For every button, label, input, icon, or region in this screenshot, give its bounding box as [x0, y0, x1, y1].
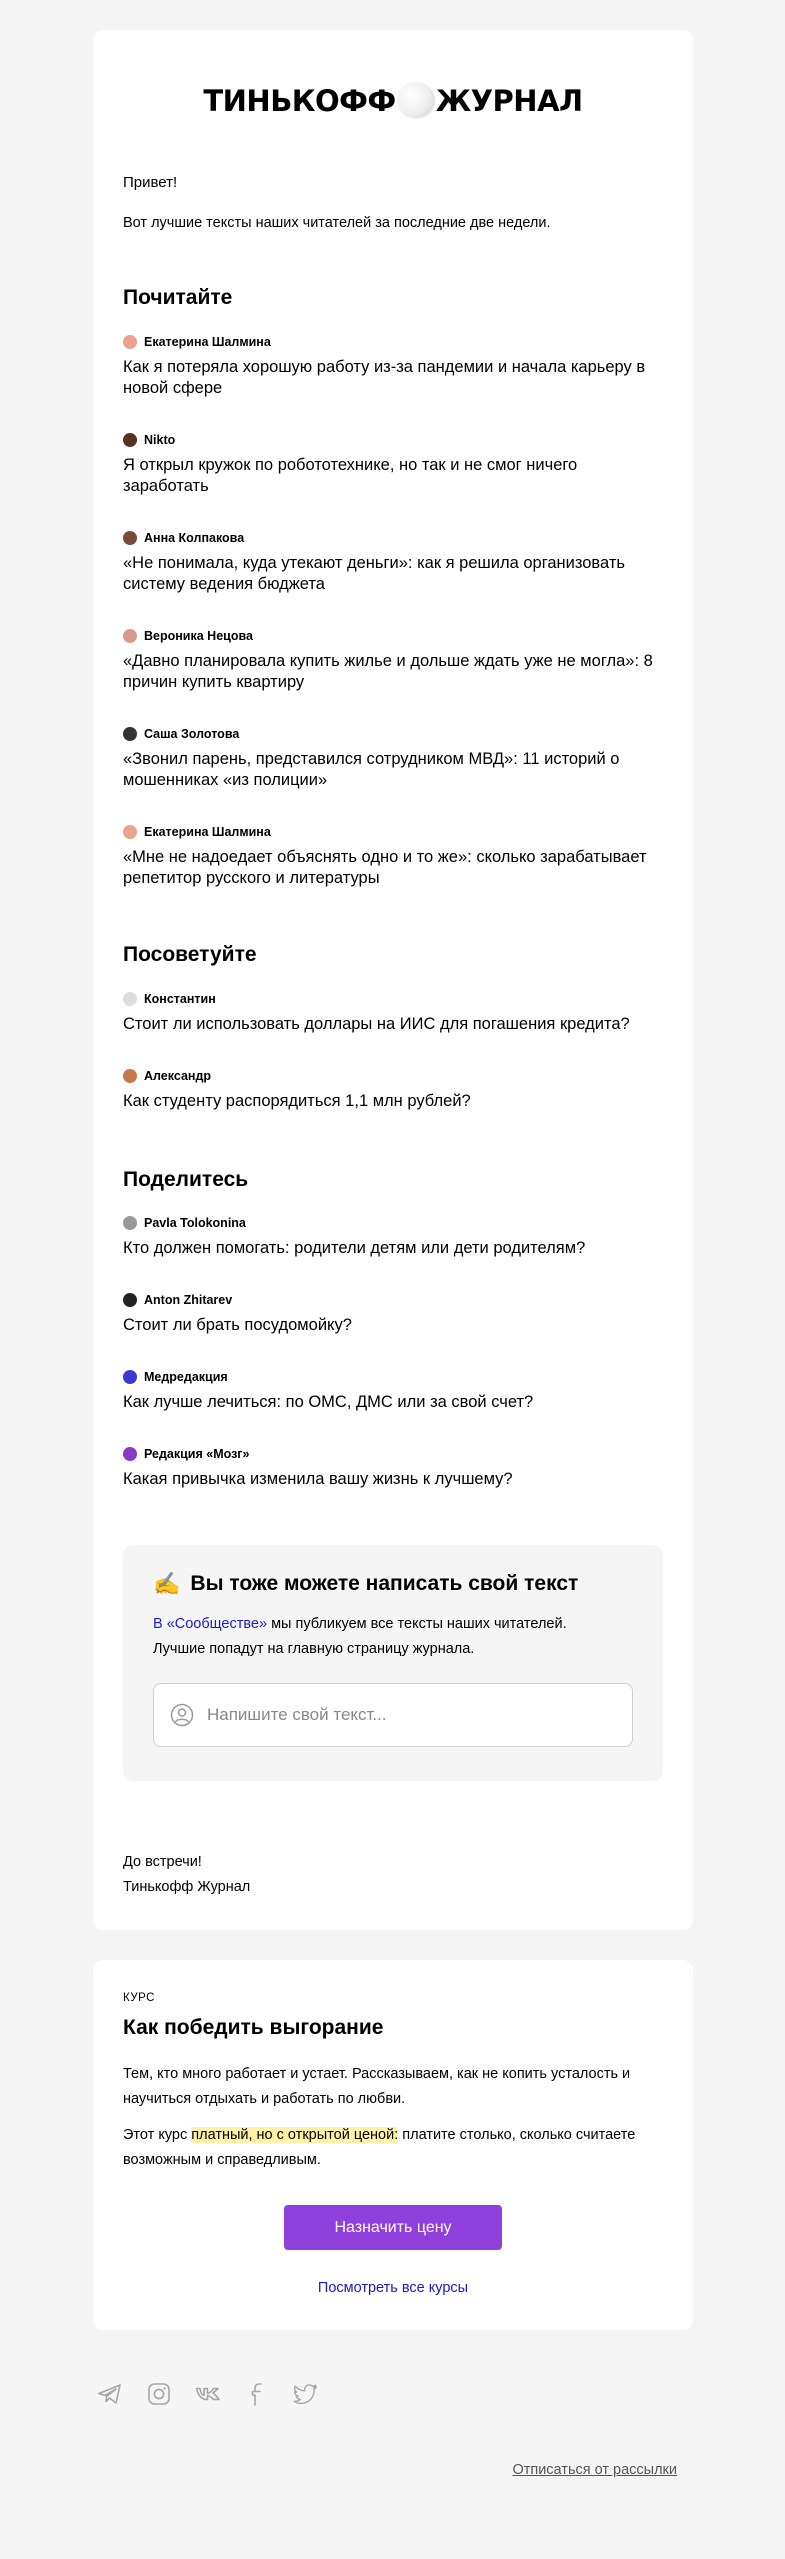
article-title[interactable]: «Давно планировала купить жилье и дольше ждать уже не могла»: 8 причин купить квартиру	[123, 652, 653, 691]
author: Pavla Tolokonina	[123, 1214, 663, 1232]
question-title[interactable]: Какая привычка изменила вашу жизнь к лучшему?	[123, 1470, 513, 1488]
avatar	[123, 1216, 137, 1230]
article-item[interactable]	[123, 333, 663, 399]
question-item[interactable]	[123, 990, 663, 1035]
author: Anton Zhitarev	[123, 1291, 663, 1309]
course-price-text: Этот курс платный, но с открытой ценой: платите столько, сколько считаете возможным и справедливым.	[123, 2127, 636, 2168]
section-heading-advise: Посоветуйте	[123, 943, 257, 966]
author: Вероника Нецова	[123, 627, 663, 645]
community-link[interactable]: В «Сообществе»	[153, 1616, 268, 1632]
author: Nikto	[123, 431, 663, 449]
author: Редакция «Мозг»	[123, 1445, 663, 1463]
avatar	[123, 629, 137, 643]
author: Александр	[123, 1067, 663, 1085]
greeting: Привет!	[123, 174, 178, 191]
writing-hand-icon: ✍️	[153, 1571, 181, 1596]
question-title[interactable]: Стоит ли брать посудомойку?	[123, 1316, 352, 1334]
all-courses-link-wrap	[93, 2280, 693, 2296]
write-text-input[interactable]	[153, 1683, 633, 1747]
unsubscribe-link[interactable]: Отписаться от рассылки	[512, 2462, 677, 2478]
telegram-icon[interactable]	[96, 2380, 124, 2408]
user-icon	[170, 1703, 194, 1727]
avatar	[123, 1447, 137, 1461]
avatar	[123, 1370, 137, 1384]
signoff: До встречи! Тинькофф Журнал	[123, 1854, 251, 1895]
article-item[interactable]	[123, 725, 663, 791]
course-title[interactable]: Как победить выгорание	[123, 2016, 384, 2039]
author: Саша Золотова	[123, 725, 663, 743]
section-heading-read: Почитайте	[123, 286, 233, 309]
digest-card	[93, 30, 693, 1930]
promo-title: ✍️ Вы тоже можете написать свой текст	[153, 1571, 579, 1596]
social-links	[96, 2380, 341, 2408]
author: Анна Колпакова	[123, 529, 663, 547]
avatar	[123, 335, 137, 349]
article-item[interactable]	[123, 431, 663, 497]
question-title[interactable]: Как лучше лечиться: по ОМС, ДМС или за свой счет?	[123, 1393, 534, 1411]
promo-text: В «Сообществе» мы публикуем все тексты наших читателей. Лучшие попадут на главную страницу журнала.	[153, 1616, 567, 1657]
twitter-icon[interactable]	[292, 2380, 320, 2408]
vk-icon[interactable]	[194, 2380, 222, 2408]
author: Екатерина Шалмина	[123, 333, 663, 351]
question-title[interactable]: Стоит ли использовать доллары на ИИС для погашения кредита?	[123, 1015, 630, 1033]
article-item[interactable]	[123, 627, 663, 693]
author: Екатерина Шалмина	[123, 823, 663, 841]
question-item[interactable]	[123, 1214, 663, 1259]
logo[interactable]: ТИНЬКОФФ ЖУРНАЛ	[203, 84, 583, 118]
write-text-promo	[123, 1545, 663, 1781]
article-title[interactable]: Как я потеряла хорошую работу из-за пандемии и начала карьеру в новой сфере	[123, 358, 646, 397]
article-item[interactable]	[123, 529, 663, 595]
course-description: Тем, кто много работает и устает. Рассказываем, как не копить усталость и научиться отдыхать и работать по любви.	[123, 2066, 631, 2107]
avatar	[123, 1069, 137, 1083]
instagram-icon[interactable]	[145, 2380, 173, 2408]
input-placeholder: Напишите свой текст...	[207, 1705, 387, 1724]
avatar	[123, 1293, 137, 1307]
speech-bubble-icon	[397, 82, 435, 118]
all-courses-link[interactable]: Посмотреть все курсы	[317, 2280, 469, 2296]
question-item[interactable]	[123, 1368, 663, 1413]
course-label: КУРС	[123, 1992, 155, 2004]
avatar	[123, 992, 137, 1006]
author: Медредакция	[123, 1368, 663, 1386]
avatar	[123, 825, 137, 839]
article-title[interactable]: «Звонил парень, представился сотрудником МВД»: 11 историй о мошенниках «из полиции»	[123, 750, 620, 789]
price-highlight: платный, но с открытой ценой:	[191, 2127, 399, 2143]
article-title[interactable]: «Мне не надоедает объяснять одно и то же»: сколько зарабатывает репетитор русского и литературы	[123, 848, 647, 887]
author: Константин	[123, 990, 663, 1008]
question-item[interactable]	[123, 1067, 663, 1112]
course-card	[93, 1960, 693, 2330]
avatar	[123, 531, 137, 545]
question-item[interactable]	[123, 1445, 663, 1490]
question-title[interactable]: Как студенту распорядиться 1,1 млн рублей?	[123, 1092, 471, 1110]
article-title[interactable]: Я открыл кружок по робототехнике, но так и не смог ничего заработать	[123, 456, 578, 495]
question-title[interactable]: Кто должен помогать: родители детям или дети родителям?	[123, 1239, 586, 1257]
avatar	[123, 433, 137, 447]
article-item[interactable]	[123, 823, 663, 889]
set-price-button[interactable]: Назначить цену	[284, 2205, 502, 2250]
article-title[interactable]: «Не понимала, куда утекают деньги»: как я решила организовать систему ведения бюджета	[123, 554, 625, 593]
section-heading-share: Поделитесь	[123, 1168, 249, 1191]
question-item[interactable]	[123, 1291, 663, 1336]
avatar	[123, 727, 137, 741]
intro-text: Вот лучшие тексты наших читателей за последние две недели.	[123, 215, 551, 231]
facebook-icon[interactable]	[243, 2380, 271, 2408]
